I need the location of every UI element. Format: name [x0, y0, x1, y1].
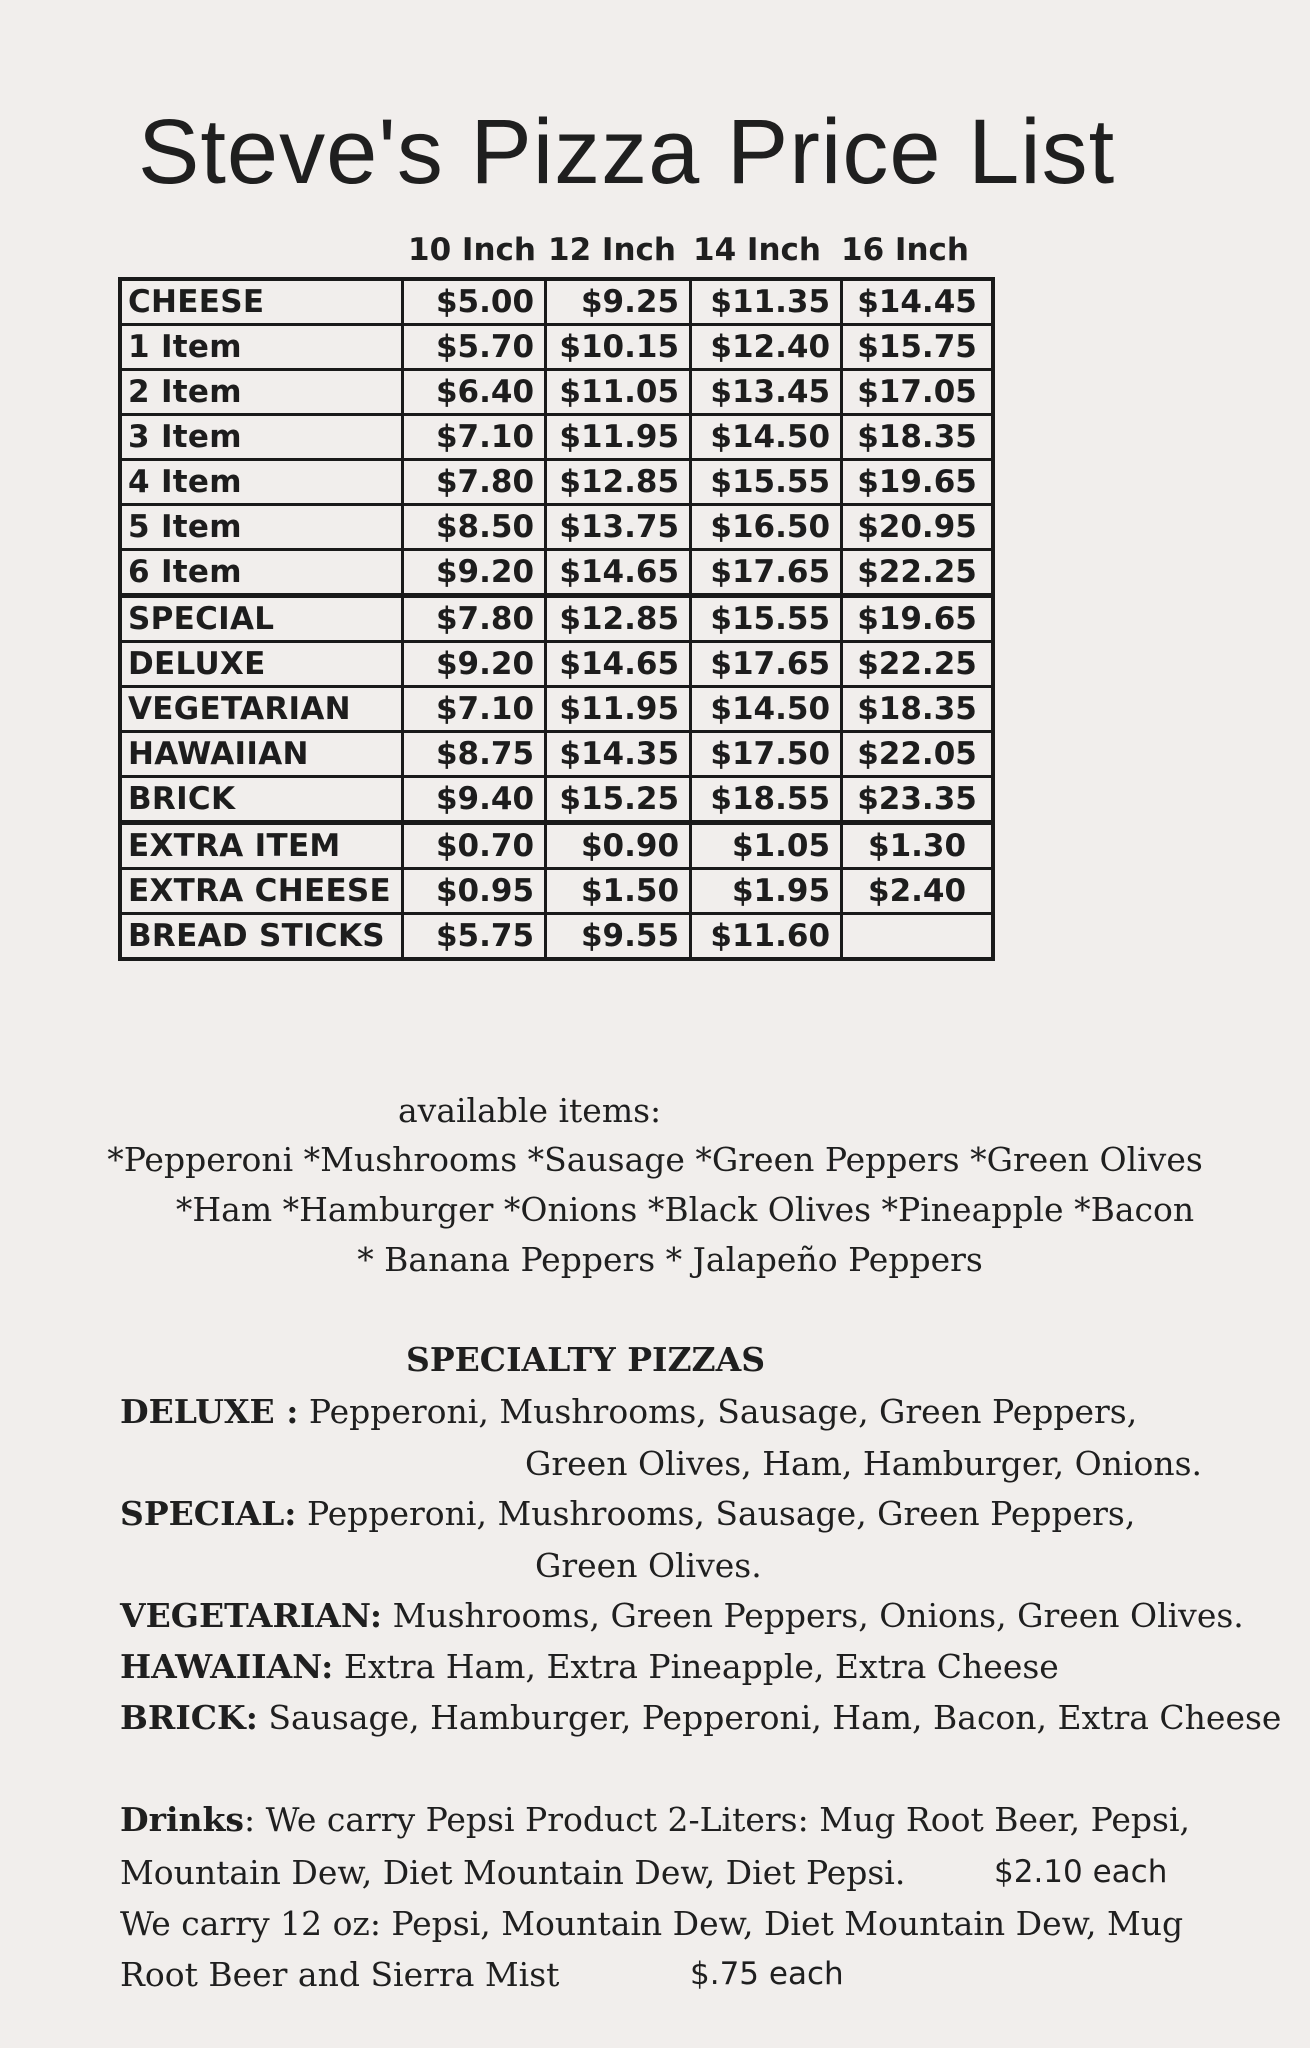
- drinks-2-liter-price: $2.10 each: [994, 1854, 1168, 1890]
- price-cell-12-inch: $10.15: [546, 325, 691, 370]
- price-cell-10-inch: $9.40: [403, 777, 546, 823]
- price-cell-10-inch: $5.75: [403, 914, 546, 960]
- price-cell-16-inch: $20.95: [842, 505, 994, 550]
- hawaiian-description: [120, 1647, 1059, 1686]
- price-cell-14-inch: $17.65: [691, 642, 842, 687]
- drinks-line-3: We carry 12 oz: Pepsi, Mountain Dew, Diet Mountain Dew, Mug: [120, 1904, 1184, 1943]
- available-heading: available items:: [398, 1091, 662, 1130]
- available-line-2: *Ham *Hamburger *Onions *Black Olives *Pineapple *Bacon: [175, 1190, 1195, 1229]
- price-cell-14-inch: $1.05: [691, 823, 842, 869]
- price-cell-12-inch: $14.65: [546, 642, 691, 687]
- available-line-3: * Banana Peppers * Jalapeño Peppers: [357, 1240, 983, 1279]
- price-cell-14-inch: $15.55: [691, 460, 842, 505]
- item-name: 6 Item: [120, 550, 403, 596]
- price-cell-14-inch: $17.50: [691, 732, 842, 777]
- item-name: SPECIAL: [120, 596, 403, 642]
- item-name: BREAD STICKS: [120, 914, 403, 960]
- size-headers: [390, 232, 980, 272]
- price-row: [120, 687, 993, 732]
- price-cell-16-inch: $17.05: [842, 370, 994, 415]
- price-cell-10-inch: $5.70: [403, 325, 546, 370]
- price-cell-14-inch: $18.55: [691, 777, 842, 823]
- price-cell-12-inch: $0.90: [546, 823, 691, 869]
- price-cell-16-inch: $22.25: [842, 642, 994, 687]
- price-row: [120, 823, 993, 869]
- price-cell-14-inch: $12.40: [691, 325, 842, 370]
- special-toppings-1: Pepperoni, Mushrooms, Sausage, Green Peppers,: [296, 1494, 1136, 1533]
- price-cell-10-inch: $5.00: [403, 279, 546, 325]
- price-row: [120, 732, 993, 777]
- price-cell-14-inch: $1.95: [691, 869, 842, 914]
- price-row: [120, 642, 993, 687]
- price-cell-10-inch: $7.80: [403, 460, 546, 505]
- price-cell-16-inch: $18.35: [842, 415, 994, 460]
- item-name: 2 Item: [120, 370, 403, 415]
- price-cell-16-inch: $19.65: [842, 460, 994, 505]
- price-row: [120, 460, 993, 505]
- price-cell-16-inch: $22.25: [842, 550, 994, 596]
- specialty-heading: SPECIALTY PIZZAS: [406, 1340, 766, 1379]
- deluxe-description: [120, 1392, 1137, 1431]
- price-cell-16-inch: $22.05: [842, 732, 994, 777]
- price-cell-12-inch: $11.95: [546, 415, 691, 460]
- size-header-14: 14 Inch: [693, 232, 821, 268]
- vegetarian-description: [120, 1596, 1244, 1635]
- drinks-label: Drinks: [120, 1800, 244, 1839]
- special-label: SPECIAL:: [120, 1494, 297, 1533]
- size-header-12: 12 Inch: [548, 232, 676, 268]
- price-row: [120, 596, 993, 642]
- price-cell-12-inch: $13.75: [546, 505, 691, 550]
- page-title: Steve's Pizza Price List: [138, 101, 1116, 203]
- special-toppings-2: Green Olives.: [535, 1546, 762, 1585]
- item-name: BRICK: [120, 777, 403, 823]
- item-name: EXTRA CHEESE: [120, 869, 403, 914]
- price-cell-12-inch: $11.95: [546, 687, 691, 732]
- drinks-12oz-price: $.75 each: [690, 1956, 844, 1992]
- price-cell-10-inch: $7.10: [403, 415, 546, 460]
- price-cell-16-inch: $18.35: [842, 687, 994, 732]
- price-cell-12-inch: $12.85: [546, 460, 691, 505]
- price-row: [120, 505, 993, 550]
- size-header-16: 16 Inch: [841, 232, 969, 268]
- item-name: DELUXE: [120, 642, 403, 687]
- price-cell-14-inch: $16.50: [691, 505, 842, 550]
- price-row: [120, 914, 993, 960]
- price-cell-16-inch: [842, 914, 994, 960]
- price-cell-14-inch: $14.50: [691, 415, 842, 460]
- price-cell-12-inch: $1.50: [546, 869, 691, 914]
- drinks-line-1: [120, 1800, 1190, 1839]
- item-name: 5 Item: [120, 505, 403, 550]
- price-cell-10-inch: $7.80: [403, 596, 546, 642]
- vegetarian-toppings: Mushrooms, Green Peppers, Onions, Green Olives.: [382, 1596, 1244, 1635]
- price-row: [120, 777, 993, 823]
- item-name: 3 Item: [120, 415, 403, 460]
- price-cell-10-inch: $8.50: [403, 505, 546, 550]
- price-cell-10-inch: $9.20: [403, 550, 546, 596]
- price-cell-12-inch: $9.25: [546, 279, 691, 325]
- price-cell-12-inch: $14.65: [546, 550, 691, 596]
- price-cell-10-inch: $8.75: [403, 732, 546, 777]
- item-name: 1 Item: [120, 325, 403, 370]
- item-name: CHEESE: [120, 279, 403, 325]
- size-header-10: 10 Inch: [408, 232, 536, 268]
- price-row: [120, 415, 993, 460]
- price-row: [120, 370, 993, 415]
- price-row: [120, 550, 993, 596]
- brick-description: [120, 1698, 1281, 1737]
- price-row: [120, 325, 993, 370]
- item-name: EXTRA ITEM: [120, 823, 403, 869]
- deluxe-toppings-1: Pepperoni, Mushrooms, Sausage, Green Peppers,: [298, 1392, 1138, 1431]
- price-cell-12-inch: $14.35: [546, 732, 691, 777]
- drinks-text-1: : We carry Pepsi Product 2-Liters: Mug Root Beer, Pepsi,: [243, 1800, 1190, 1839]
- price-cell-16-inch: $19.65: [842, 596, 994, 642]
- special-description: [120, 1494, 1135, 1533]
- brick-toppings: Sausage, Hamburger, Pepperoni, Ham, Bacon, Extra Cheese: [257, 1698, 1282, 1737]
- price-cell-16-inch: $14.45: [842, 279, 994, 325]
- price-cell-16-inch: $15.75: [842, 325, 994, 370]
- item-name: 4 Item: [120, 460, 403, 505]
- price-cell-10-inch: $7.10: [403, 687, 546, 732]
- price-cell-10-inch: $6.40: [403, 370, 546, 415]
- drinks-line-4: Root Beer and Sierra Mist: [120, 1955, 560, 1994]
- price-cell-14-inch: $17.65: [691, 550, 842, 596]
- price-cell-10-inch: $0.95: [403, 869, 546, 914]
- price-cell-12-inch: $11.05: [546, 370, 691, 415]
- deluxe-toppings-2: Green Olives, Ham, Hamburger, Onions.: [525, 1444, 1202, 1483]
- price-row: [120, 869, 993, 914]
- price-cell-14-inch: $13.45: [691, 370, 842, 415]
- drinks-line-2: Mountain Dew, Diet Mountain Dew, Diet Pepsi.: [120, 1853, 906, 1892]
- price-cell-14-inch: $11.35: [691, 279, 842, 325]
- deluxe-label: DELUXE :: [120, 1392, 299, 1431]
- price-cell-12-inch: $12.85: [546, 596, 691, 642]
- price-table: [118, 277, 995, 961]
- item-name: VEGETARIAN: [120, 687, 403, 732]
- hawaiian-toppings: Extra Ham, Extra Pineapple, Extra Cheese: [333, 1647, 1059, 1686]
- price-cell-12-inch: $9.55: [546, 914, 691, 960]
- vegetarian-label: VEGETARIAN:: [120, 1596, 383, 1635]
- price-cell-14-inch: $14.50: [691, 687, 842, 732]
- hawaiian-label: HAWAIIAN:: [120, 1647, 334, 1686]
- price-cell-10-inch: $0.70: [403, 823, 546, 869]
- price-cell-14-inch: $11.60: [691, 914, 842, 960]
- price-cell-16-inch: $23.35: [842, 777, 994, 823]
- price-cell-16-inch: $2.40: [842, 869, 994, 914]
- available-line-1: *Pepperoni *Mushrooms *Sausage *Green Peppers *Green Olives: [107, 1140, 1203, 1179]
- item-name: HAWAIIAN: [120, 732, 403, 777]
- price-cell-10-inch: $9.20: [403, 642, 546, 687]
- price-cell-16-inch: $1.30: [842, 823, 994, 869]
- price-row: [120, 279, 993, 325]
- price-cell-14-inch: $15.55: [691, 596, 842, 642]
- price-cell-12-inch: $15.25: [546, 777, 691, 823]
- brick-label: BRICK:: [120, 1698, 258, 1737]
